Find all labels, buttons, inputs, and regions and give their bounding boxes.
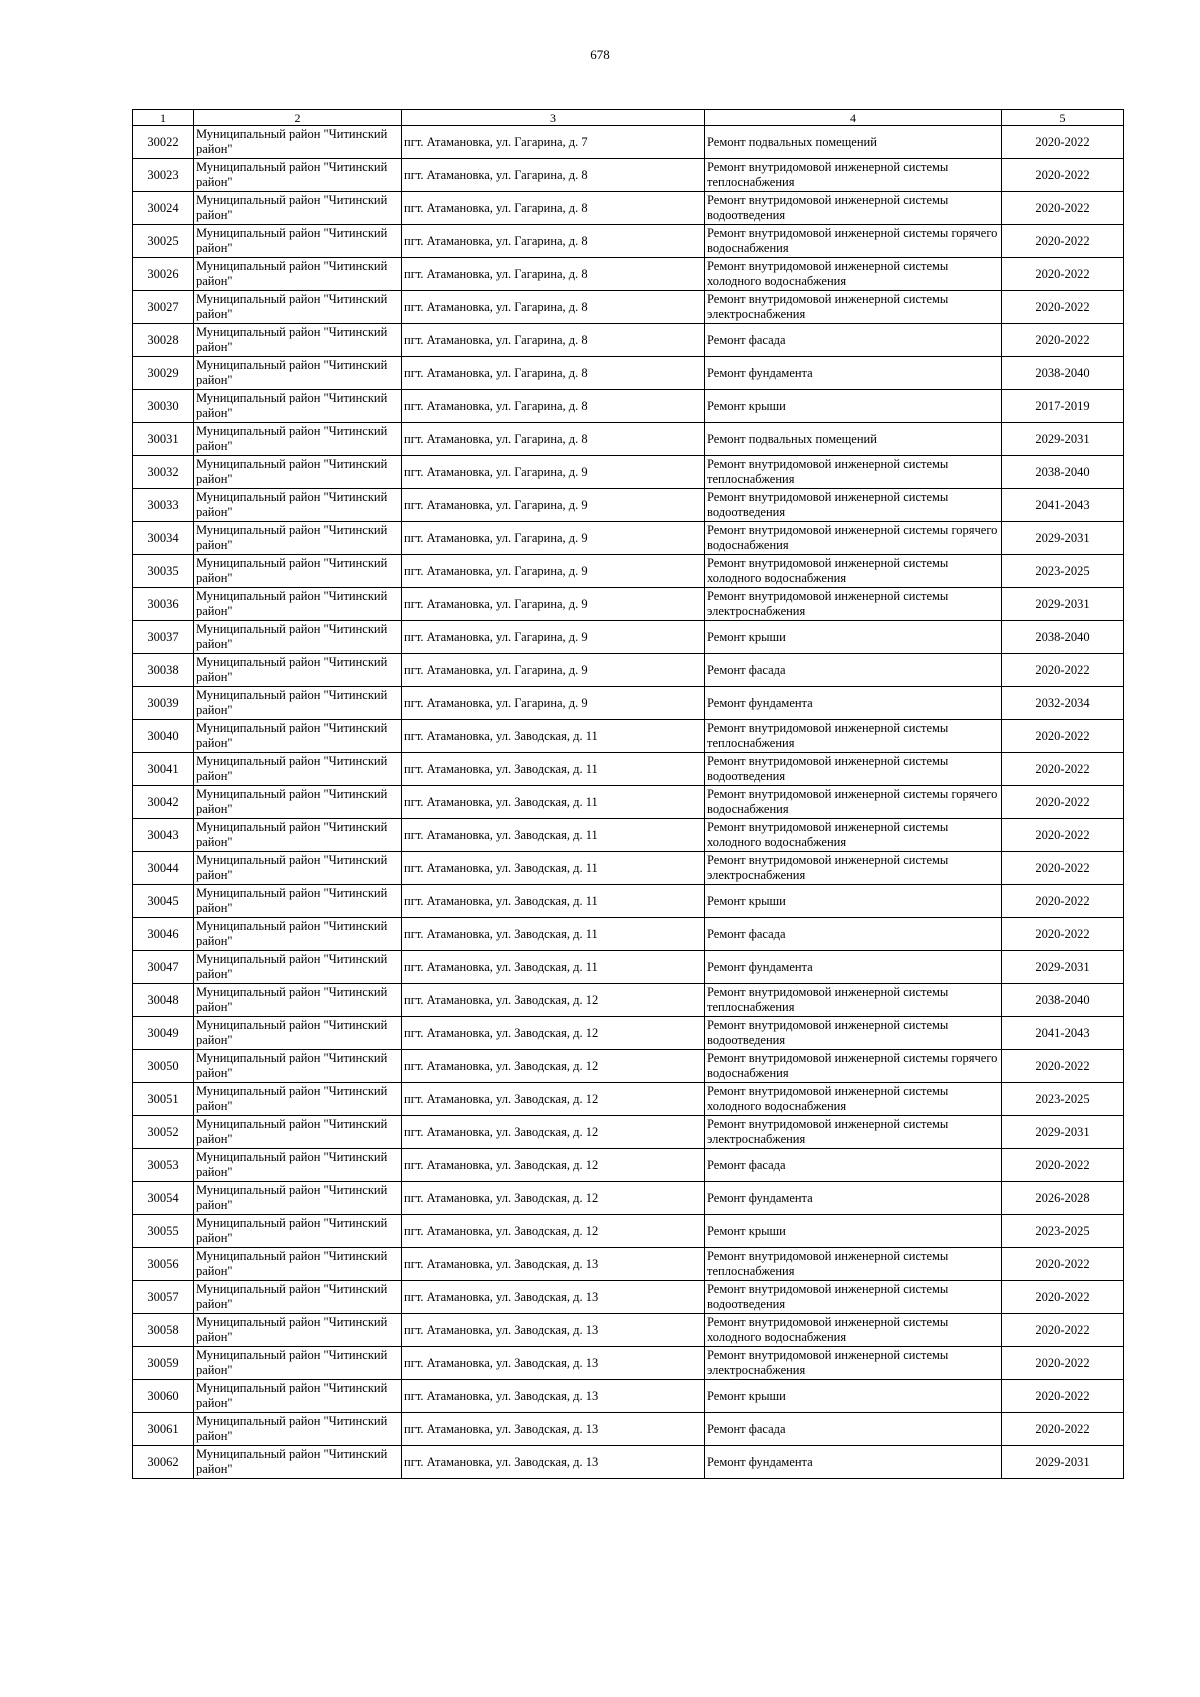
work-type-cell: Ремонт крыши bbox=[705, 621, 1002, 654]
work-type-cell: Ремонт внутридомовой инженерной системы водоотведения bbox=[705, 753, 1002, 786]
period-cell: 2020-2022 bbox=[1002, 1413, 1124, 1446]
address-cell: пгт. Атамановка, ул. Гагарина, д. 9 bbox=[402, 588, 705, 621]
table-row bbox=[133, 852, 1124, 885]
work-type-cell: Ремонт внутридомовой инженерной системы теплоснабжения bbox=[705, 456, 1002, 489]
row-number: 30054 bbox=[133, 1182, 194, 1215]
period-cell: 2020-2022 bbox=[1002, 258, 1124, 291]
row-number: 30038 bbox=[133, 654, 194, 687]
address-cell: пгт. Атамановка, ул. Заводская, д. 13 bbox=[402, 1347, 705, 1380]
address-cell: пгт. Атамановка, ул. Заводская, д. 13 bbox=[402, 1446, 705, 1479]
period-cell: 2020-2022 bbox=[1002, 786, 1124, 819]
row-number: 30046 bbox=[133, 918, 194, 951]
table-row bbox=[133, 555, 1124, 588]
district-cell: Муниципальный район "Читинский район" bbox=[194, 192, 402, 225]
row-number: 30062 bbox=[133, 1446, 194, 1479]
address-cell: пгт. Атамановка, ул. Заводская, д. 11 bbox=[402, 852, 705, 885]
work-type-cell: Ремонт внутридомовой инженерной системы холодного водоснабжения bbox=[705, 1314, 1002, 1347]
district-cell: Муниципальный район "Читинский район" bbox=[194, 390, 402, 423]
district-cell: Муниципальный район "Читинский район" bbox=[194, 357, 402, 390]
work-type-cell: Ремонт крыши bbox=[705, 1215, 1002, 1248]
table-row bbox=[133, 687, 1124, 720]
table-row bbox=[133, 1215, 1124, 1248]
period-cell: 2041-2043 bbox=[1002, 1017, 1124, 1050]
address-cell: пгт. Атамановка, ул. Гагарина, д. 8 bbox=[402, 357, 705, 390]
period-cell: 2020-2022 bbox=[1002, 324, 1124, 357]
district-cell: Муниципальный район "Читинский район" bbox=[194, 324, 402, 357]
work-type-cell: Ремонт подвальных помещений bbox=[705, 126, 1002, 159]
table-row bbox=[133, 1347, 1124, 1380]
address-cell: пгт. Атамановка, ул. Гагарина, д. 9 bbox=[402, 621, 705, 654]
address-cell: пгт. Атамановка, ул. Заводская, д. 12 bbox=[402, 1050, 705, 1083]
work-type-cell: Ремонт фундамента bbox=[705, 1446, 1002, 1479]
district-cell: Муниципальный район "Читинский район" bbox=[194, 258, 402, 291]
work-type-cell: Ремонт внутридомовой инженерной системы горячего водоснабжения bbox=[705, 786, 1002, 819]
work-type-cell: Ремонт внутридомовой инженерной системы электроснабжения bbox=[705, 588, 1002, 621]
work-type-cell: Ремонт внутридомовой инженерной системы теплоснабжения bbox=[705, 720, 1002, 753]
address-cell: пгт. Атамановка, ул. Гагарина, д. 9 bbox=[402, 456, 705, 489]
work-type-cell: Ремонт внутридомовой инженерной системы теплоснабжения bbox=[705, 984, 1002, 1017]
district-cell: Муниципальный район "Читинский район" bbox=[194, 1281, 402, 1314]
address-cell: пгт. Атамановка, ул. Заводская, д. 13 bbox=[402, 1248, 705, 1281]
row-number: 30031 bbox=[133, 423, 194, 456]
district-cell: Муниципальный район "Читинский район" bbox=[194, 1182, 402, 1215]
table-row bbox=[133, 423, 1124, 456]
table-row bbox=[133, 522, 1124, 555]
table-row bbox=[133, 1314, 1124, 1347]
work-type-cell: Ремонт фасада bbox=[705, 324, 1002, 357]
address-cell: пгт. Атамановка, ул. Гагарина, д. 8 bbox=[402, 291, 705, 324]
period-cell: 2020-2022 bbox=[1002, 1050, 1124, 1083]
district-cell: Муниципальный район "Читинский район" bbox=[194, 555, 402, 588]
work-type-cell: Ремонт фасада bbox=[705, 1413, 1002, 1446]
district-cell: Муниципальный район "Читинский район" bbox=[194, 423, 402, 456]
table-row bbox=[133, 192, 1124, 225]
row-number: 30053 bbox=[133, 1149, 194, 1182]
period-cell: 2020-2022 bbox=[1002, 885, 1124, 918]
table-row bbox=[133, 1083, 1124, 1116]
district-cell: Муниципальный район "Читинский район" bbox=[194, 126, 402, 159]
address-cell: пгт. Атамановка, ул. Заводская, д. 11 bbox=[402, 885, 705, 918]
period-cell: 2020-2022 bbox=[1002, 159, 1124, 192]
row-number: 30029 bbox=[133, 357, 194, 390]
district-cell: Муниципальный район "Читинский район" bbox=[194, 786, 402, 819]
period-cell: 2020-2022 bbox=[1002, 1248, 1124, 1281]
row-number: 30043 bbox=[133, 819, 194, 852]
address-cell: пгт. Атамановка, ул. Заводская, д. 11 bbox=[402, 918, 705, 951]
district-cell: Муниципальный район "Читинский район" bbox=[194, 489, 402, 522]
work-type-cell: Ремонт внутридомовой инженерной системы электроснабжения bbox=[705, 1116, 1002, 1149]
address-cell: пгт. Атамановка, ул. Заводская, д. 11 bbox=[402, 951, 705, 984]
table-row bbox=[133, 720, 1124, 753]
district-cell: Муниципальный район "Читинский район" bbox=[194, 1347, 402, 1380]
row-number: 30032 bbox=[133, 456, 194, 489]
row-number: 30022 bbox=[133, 126, 194, 159]
table-row bbox=[133, 654, 1124, 687]
work-type-cell: Ремонт фундамента bbox=[705, 951, 1002, 984]
district-cell: Муниципальный район "Читинский район" bbox=[194, 522, 402, 555]
work-type-cell: Ремонт внутридомовой инженерной системы горячего водоснабжения bbox=[705, 225, 1002, 258]
district-cell: Муниципальный район "Читинский район" bbox=[194, 621, 402, 654]
work-type-cell: Ремонт внутридомовой инженерной системы водоотведения bbox=[705, 1017, 1002, 1050]
period-cell: 2020-2022 bbox=[1002, 126, 1124, 159]
row-number: 30042 bbox=[133, 786, 194, 819]
work-type-cell: Ремонт крыши bbox=[705, 1380, 1002, 1413]
district-cell: Муниципальный район "Читинский район" bbox=[194, 1116, 402, 1149]
row-number: 30030 bbox=[133, 390, 194, 423]
period-cell: 2029-2031 bbox=[1002, 1116, 1124, 1149]
period-cell: 2029-2031 bbox=[1002, 951, 1124, 984]
row-number: 30057 bbox=[133, 1281, 194, 1314]
table-row bbox=[133, 357, 1124, 390]
period-cell: 2029-2031 bbox=[1002, 522, 1124, 555]
work-type-cell: Ремонт фасада bbox=[705, 1149, 1002, 1182]
column-header-3: 3 bbox=[402, 110, 705, 126]
district-cell: Муниципальный район "Читинский район" bbox=[194, 885, 402, 918]
address-cell: пгт. Атамановка, ул. Гагарина, д. 8 bbox=[402, 324, 705, 357]
period-cell: 2020-2022 bbox=[1002, 192, 1124, 225]
page-number: 678 bbox=[590, 47, 610, 62]
period-cell: 2029-2031 bbox=[1002, 423, 1124, 456]
row-number: 30037 bbox=[133, 621, 194, 654]
table-row bbox=[133, 258, 1124, 291]
table-row bbox=[133, 885, 1124, 918]
table-row bbox=[133, 390, 1124, 423]
period-cell: 2020-2022 bbox=[1002, 291, 1124, 324]
table-row bbox=[133, 159, 1124, 192]
row-number: 30041 bbox=[133, 753, 194, 786]
table-row bbox=[133, 753, 1124, 786]
row-number: 30051 bbox=[133, 1083, 194, 1116]
period-cell: 2026-2028 bbox=[1002, 1182, 1124, 1215]
table-row bbox=[133, 1446, 1124, 1479]
row-number: 30028 bbox=[133, 324, 194, 357]
address-cell: пгт. Атамановка, ул. Заводская, д. 13 bbox=[402, 1380, 705, 1413]
period-cell: 2020-2022 bbox=[1002, 1314, 1124, 1347]
address-cell: пгт. Атамановка, ул. Гагарина, д. 8 bbox=[402, 390, 705, 423]
work-type-cell: Ремонт внутридомовой инженерной системы холодного водоснабжения bbox=[705, 819, 1002, 852]
work-type-cell: Ремонт внутридомовой инженерной системы водоотведения bbox=[705, 192, 1002, 225]
district-cell: Муниципальный район "Читинский район" bbox=[194, 720, 402, 753]
row-number: 30025 bbox=[133, 225, 194, 258]
district-cell: Муниципальный район "Читинский район" bbox=[194, 1413, 402, 1446]
table-row bbox=[133, 1050, 1124, 1083]
district-cell: Муниципальный район "Читинский район" bbox=[194, 1314, 402, 1347]
row-number: 30055 bbox=[133, 1215, 194, 1248]
address-cell: пгт. Атамановка, ул. Гагарина, д. 8 bbox=[402, 258, 705, 291]
row-number: 30049 bbox=[133, 1017, 194, 1050]
address-cell: пгт. Атамановка, ул. Заводская, д. 11 bbox=[402, 753, 705, 786]
period-cell: 2038-2040 bbox=[1002, 456, 1124, 489]
period-cell: 2020-2022 bbox=[1002, 819, 1124, 852]
work-type-cell: Ремонт крыши bbox=[705, 390, 1002, 423]
table-row bbox=[133, 1281, 1124, 1314]
district-cell: Муниципальный район "Читинский район" bbox=[194, 1380, 402, 1413]
period-cell: 2020-2022 bbox=[1002, 225, 1124, 258]
work-type-cell: Ремонт внутридомовой инженерной системы водоотведения bbox=[705, 489, 1002, 522]
table-row bbox=[133, 984, 1124, 1017]
row-number: 30061 bbox=[133, 1413, 194, 1446]
work-type-cell: Ремонт внутридомовой инженерной системы холодного водоснабжения bbox=[705, 1083, 1002, 1116]
table-row bbox=[133, 1413, 1124, 1446]
row-number: 30060 bbox=[133, 1380, 194, 1413]
table-row bbox=[133, 621, 1124, 654]
period-cell: 2041-2043 bbox=[1002, 489, 1124, 522]
district-cell: Муниципальный район "Читинский район" bbox=[194, 1446, 402, 1479]
row-number: 30056 bbox=[133, 1248, 194, 1281]
row-number: 30034 bbox=[133, 522, 194, 555]
address-cell: пгт. Атамановка, ул. Гагарина, д. 8 bbox=[402, 159, 705, 192]
period-cell: 2038-2040 bbox=[1002, 984, 1124, 1017]
row-number: 30023 bbox=[133, 159, 194, 192]
district-cell: Муниципальный район "Читинский район" bbox=[194, 1248, 402, 1281]
period-cell: 2020-2022 bbox=[1002, 918, 1124, 951]
district-cell: Муниципальный район "Читинский район" bbox=[194, 1083, 402, 1116]
table-row bbox=[133, 1116, 1124, 1149]
row-number: 30024 bbox=[133, 192, 194, 225]
row-number: 30035 bbox=[133, 555, 194, 588]
work-type-cell: Ремонт фасада bbox=[705, 918, 1002, 951]
work-type-cell: Ремонт крыши bbox=[705, 885, 1002, 918]
district-cell: Муниципальный район "Читинский район" bbox=[194, 1215, 402, 1248]
row-number: 30033 bbox=[133, 489, 194, 522]
address-cell: пгт. Атамановка, ул. Заводская, д. 12 bbox=[402, 984, 705, 1017]
address-cell: пгт. Атамановка, ул. Заводская, д. 11 bbox=[402, 720, 705, 753]
row-number: 30036 bbox=[133, 588, 194, 621]
work-type-cell: Ремонт внутридомовой инженерной системы холодного водоснабжения bbox=[705, 555, 1002, 588]
row-number: 30047 bbox=[133, 951, 194, 984]
address-cell: пгт. Атамановка, ул. Заводская, д. 12 bbox=[402, 1017, 705, 1050]
table-row bbox=[133, 456, 1124, 489]
period-cell: 2020-2022 bbox=[1002, 1281, 1124, 1314]
district-cell: Муниципальный район "Читинский район" bbox=[194, 1017, 402, 1050]
table-row bbox=[133, 786, 1124, 819]
work-type-cell: Ремонт внутридомовой инженерной системы холодного водоснабжения bbox=[705, 258, 1002, 291]
period-cell: 2020-2022 bbox=[1002, 1149, 1124, 1182]
row-number: 30027 bbox=[133, 291, 194, 324]
row-number: 30058 bbox=[133, 1314, 194, 1347]
district-cell: Муниципальный район "Читинский район" bbox=[194, 1050, 402, 1083]
period-cell: 2029-2031 bbox=[1002, 588, 1124, 621]
period-cell: 2023-2025 bbox=[1002, 1083, 1124, 1116]
period-cell: 2020-2022 bbox=[1002, 753, 1124, 786]
address-cell: пгт. Атамановка, ул. Гагарина, д. 9 bbox=[402, 522, 705, 555]
period-cell: 2029-2031 bbox=[1002, 1446, 1124, 1479]
district-cell: Муниципальный район "Читинский район" bbox=[194, 291, 402, 324]
district-cell: Муниципальный район "Читинский район" bbox=[194, 852, 402, 885]
table-row bbox=[133, 588, 1124, 621]
table-row bbox=[133, 1182, 1124, 1215]
row-number: 30059 bbox=[133, 1347, 194, 1380]
column-header-1: 1 bbox=[133, 110, 194, 126]
work-type-cell: Ремонт внутридомовой инженерной системы горячего водоснабжения bbox=[705, 522, 1002, 555]
address-cell: пгт. Атамановка, ул. Гагарина, д. 7 bbox=[402, 126, 705, 159]
table-body bbox=[133, 126, 1124, 1479]
row-number: 30045 bbox=[133, 885, 194, 918]
address-cell: пгт. Атамановка, ул. Гагарина, д. 9 bbox=[402, 555, 705, 588]
district-cell: Муниципальный район "Читинский район" bbox=[194, 819, 402, 852]
table-header-row bbox=[133, 110, 1124, 126]
address-cell: пгт. Атамановка, ул. Заводская, д. 13 bbox=[402, 1314, 705, 1347]
period-cell: 2020-2022 bbox=[1002, 1347, 1124, 1380]
address-cell: пгт. Атамановка, ул. Заводская, д. 12 bbox=[402, 1149, 705, 1182]
address-cell: пгт. Атамановка, ул. Заводская, д. 11 bbox=[402, 819, 705, 852]
period-cell: 2038-2040 bbox=[1002, 357, 1124, 390]
work-type-cell: Ремонт фундамента bbox=[705, 1182, 1002, 1215]
period-cell: 2020-2022 bbox=[1002, 654, 1124, 687]
district-cell: Муниципальный район "Читинский район" bbox=[194, 918, 402, 951]
works-table bbox=[132, 109, 1124, 1479]
address-cell: пгт. Атамановка, ул. Заводская, д. 11 bbox=[402, 786, 705, 819]
work-type-cell: Ремонт внутридомовой инженерной системы водоотведения bbox=[705, 1281, 1002, 1314]
district-cell: Муниципальный район "Читинский район" bbox=[194, 588, 402, 621]
address-cell: пгт. Атамановка, ул. Заводская, д. 12 bbox=[402, 1116, 705, 1149]
column-header-4: 4 bbox=[705, 110, 1002, 126]
district-cell: Муниципальный район "Читинский район" bbox=[194, 951, 402, 984]
address-cell: пгт. Атамановка, ул. Гагарина, д. 9 bbox=[402, 654, 705, 687]
district-cell: Муниципальный район "Читинский район" bbox=[194, 654, 402, 687]
row-number: 30039 bbox=[133, 687, 194, 720]
work-type-cell: Ремонт внутридомовой инженерной системы электроснабжения bbox=[705, 852, 1002, 885]
address-cell: пгт. Атамановка, ул. Гагарина, д. 8 bbox=[402, 423, 705, 456]
work-type-cell: Ремонт фасада bbox=[705, 654, 1002, 687]
table-row bbox=[133, 1380, 1124, 1413]
table-row bbox=[133, 291, 1124, 324]
column-header-5: 5 bbox=[1002, 110, 1124, 126]
address-cell: пгт. Атамановка, ул. Гагарина, д. 8 bbox=[402, 225, 705, 258]
table-row bbox=[133, 819, 1124, 852]
address-cell: пгт. Атамановка, ул. Заводская, д. 12 bbox=[402, 1083, 705, 1116]
work-type-cell: Ремонт внутридомовой инженерной системы теплоснабжения bbox=[705, 159, 1002, 192]
work-type-cell: Ремонт внутридомовой инженерной системы теплоснабжения bbox=[705, 1248, 1002, 1281]
district-cell: Муниципальный район "Читинский район" bbox=[194, 753, 402, 786]
work-type-cell: Ремонт внутридомовой инженерной системы горячего водоснабжения bbox=[705, 1050, 1002, 1083]
table-row bbox=[133, 225, 1124, 258]
table-row bbox=[133, 489, 1124, 522]
table-row bbox=[133, 324, 1124, 357]
district-cell: Муниципальный район "Читинский район" bbox=[194, 159, 402, 192]
row-number: 30026 bbox=[133, 258, 194, 291]
row-number: 30040 bbox=[133, 720, 194, 753]
table-row bbox=[133, 918, 1124, 951]
address-cell: пгт. Атамановка, ул. Гагарина, д. 9 bbox=[402, 489, 705, 522]
table-row bbox=[133, 1017, 1124, 1050]
table-row bbox=[133, 1149, 1124, 1182]
table-row bbox=[133, 126, 1124, 159]
address-cell: пгт. Атамановка, ул. Заводская, д. 13 bbox=[402, 1281, 705, 1314]
table-row bbox=[133, 1248, 1124, 1281]
work-type-cell: Ремонт фундамента bbox=[705, 687, 1002, 720]
period-cell: 2038-2040 bbox=[1002, 621, 1124, 654]
address-cell: пгт. Атамановка, ул. Гагарина, д. 8 bbox=[402, 192, 705, 225]
address-cell: пгт. Атамановка, ул. Заводская, д. 13 bbox=[402, 1413, 705, 1446]
period-cell: 2020-2022 bbox=[1002, 852, 1124, 885]
district-cell: Муниципальный район "Читинский район" bbox=[194, 225, 402, 258]
district-cell: Муниципальный район "Читинский район" bbox=[194, 1149, 402, 1182]
row-number: 30052 bbox=[133, 1116, 194, 1149]
work-type-cell: Ремонт подвальных помещений bbox=[705, 423, 1002, 456]
period-cell: 2020-2022 bbox=[1002, 720, 1124, 753]
period-cell: 2020-2022 bbox=[1002, 1380, 1124, 1413]
period-cell: 2032-2034 bbox=[1002, 687, 1124, 720]
period-cell: 2023-2025 bbox=[1002, 1215, 1124, 1248]
work-type-cell: Ремонт внутридомовой инженерной системы электроснабжения bbox=[705, 291, 1002, 324]
table-row bbox=[133, 951, 1124, 984]
column-header-2: 2 bbox=[194, 110, 402, 126]
row-number: 30050 bbox=[133, 1050, 194, 1083]
district-cell: Муниципальный район "Читинский район" bbox=[194, 456, 402, 489]
period-cell: 2023-2025 bbox=[1002, 555, 1124, 588]
row-number: 30044 bbox=[133, 852, 194, 885]
address-cell: пгт. Атамановка, ул. Заводская, д. 12 bbox=[402, 1182, 705, 1215]
period-cell: 2017-2019 bbox=[1002, 390, 1124, 423]
work-type-cell: Ремонт фундамента bbox=[705, 357, 1002, 390]
address-cell: пгт. Атамановка, ул. Гагарина, д. 9 bbox=[402, 687, 705, 720]
district-cell: Муниципальный район "Читинский район" bbox=[194, 687, 402, 720]
district-cell: Муниципальный район "Читинский район" bbox=[194, 984, 402, 1017]
work-type-cell: Ремонт внутридомовой инженерной системы электроснабжения bbox=[705, 1347, 1002, 1380]
row-number: 30048 bbox=[133, 984, 194, 1017]
address-cell: пгт. Атамановка, ул. Заводская, д. 12 bbox=[402, 1215, 705, 1248]
